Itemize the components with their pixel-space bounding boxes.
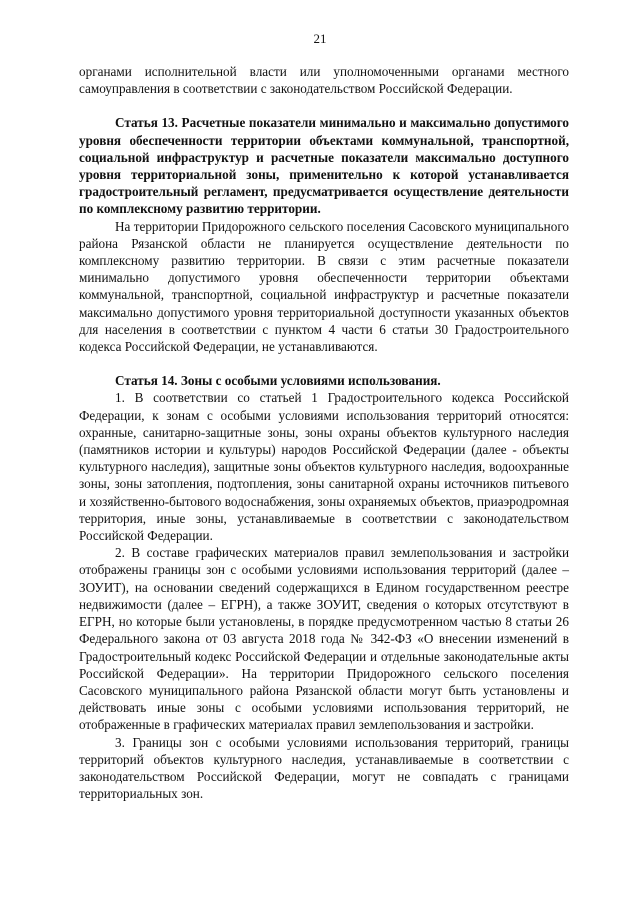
article-13-paragraph: На территории Придорожного сельского поселения Сасовского муниципального района Рязанской области не планируется осуществление деятельности по комплексному развитию территории. В связи с этим расчетные показатели минимально допустимого уровня обеспеченности территории объектами коммунальной, транспортной, социальной инфраструктур и расчетные показатели максимально допустимого уровня территориальной доступности указанных объектов для населения в соответствии с пунктом 4 части 6 статьи 30 Градостроительного кодекса Российской Федерации, не устанавливаются. — [79, 218, 569, 355]
spacer — [79, 97, 569, 114]
document-body — [79, 63, 569, 802]
article-14-paragraph-3: 3. Границы зон с особыми условиями использования территорий, границы территорий объектов культурного наследия, устанавливаемые в соответствии с законодательством Российской Федерации, могут не совпадать с границами территориальных зон. — [79, 734, 569, 802]
spacer — [79, 355, 569, 372]
article-14-heading: Статья 14. Зоны с особыми условиями использования. — [115, 373, 441, 389]
article-14-paragraph-2: 2. В составе графических материалов правил землепользования и застройки отображены границы зон с особыми условиями использования территорий (далее – ЗОУИТ), на основании сведений содержащихся в Едином государственном реестре недвижимости (далее – ЕГРН), а также ЗОУИТ, сведения о которых отсутствуют в ЕГРН, но которые были установлены, в порядке предусмотренном частью 8 статьи 26 Федерального закона от 03 августа 2018 года № 342-ФЗ «О внесении изменений в Градостроительный кодекс Российской Федерации и отдельные законодательные акты Российской Федерации». На территории Придорожного сельского поселения Сасовского муниципального района Рязанской области могут быть установлены и действовать иные зоны с особыми условиями использования территорий, не отображенные в графических материалах правил землепользования и застройки. — [79, 545, 569, 733]
article-13-heading: Статья 13. Расчетные показатели минимально и максимально допустимого уровня обеспеченности территории объектами коммунальной, транспортной, социальной инфраструктур и расчетные показатели максимально доступного уровня территориальной зоны, применительно к которой устанавливается градостроительный регламент, предусматривается осуществление деятельности по комплексному развитию территории. — [79, 115, 569, 217]
carryover-paragraph: органами исполнительной власти или уполномоченными органами местного самоуправления в соответствии с законодательством Российской Федерации. — [79, 64, 569, 97]
page-number: 21 — [313, 31, 327, 46]
article-14-paragraph-1: 1. В соответствии со статьей 1 Градостроительного кодекса Российской Федерации, к зонам с особыми условиями использования территорий относятся: охранные, санитарно-защитные зоны, зоны охраны объектов культурного наследия (памятников истории и культуры) народов Российской Федерации (далее - объекты культурного наследия), защитные зоны объектов культурного наследия, водоохранные зоны, зоны затопления, подтопления, зоны санитарной охраны источников питьевого и хозяйственно-бытового водоснабжения, зоны охраняемых объектов, приаэродромная территория, иные зоны, устанавливаемые в соответствии с законодательством Российской Федерации. — [79, 390, 569, 544]
